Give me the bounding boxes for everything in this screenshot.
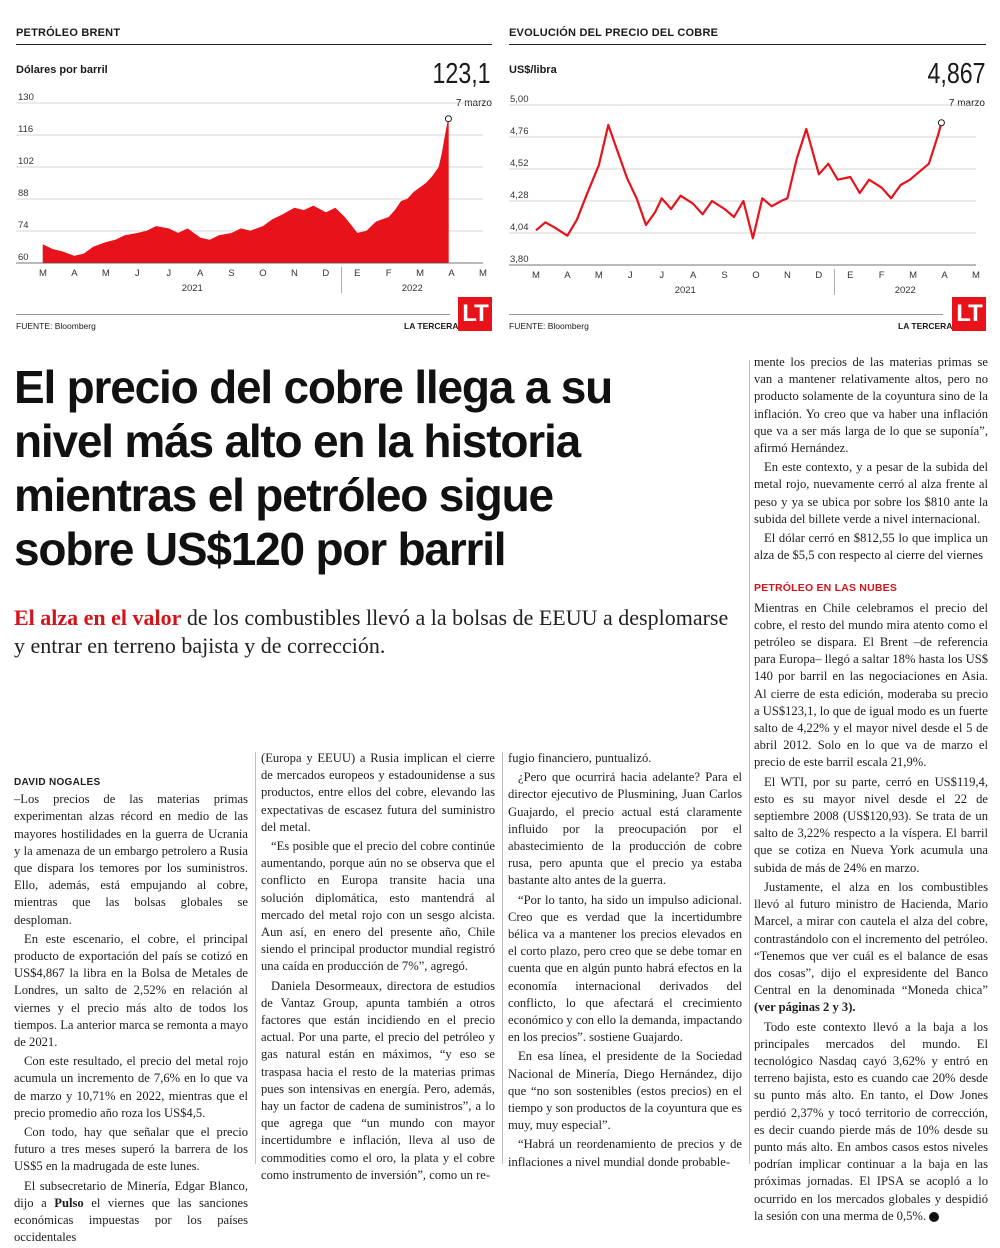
paragraph: “Es posible que el precio del cobre continúe aumentando, porque aún no se observa que el conflicto en Europa transite hacia una solución diplomática, esto mantendrá al mercado del metal rojo con un sesgo alcista. Aun así, en enero del presente año, Chile siendo el principal productor mundial registró una caída en producción de 7%”, agregó. (261, 839, 495, 974)
paragraph: El WTI, por su parte, cerró en US$119,4, esto es su mayor nivel desde el 22 de septiembre 2008 (US$120,93). Se trata de un salto de 3,22% respecto a la víspera. El barril que se cotiza en Nueva York acumula una subida de más de 24% en marzo. (754, 774, 988, 875)
brent-series-area (43, 119, 448, 263)
paragraph: Con este resultado, el precio del metal rojo acumula un incremento de 7,6% en lo que va de marzo y 10,71% en 2022, mientras que el precio promedio año roza los US$4,5. (14, 1054, 248, 1120)
copper-y-tick-label: 5,00 (510, 94, 529, 105)
brent-last-value: 123,1 (432, 58, 491, 90)
brent-x-tick-label: J (134, 268, 140, 279)
paragraph (754, 1019, 988, 1225)
brent-x-tick-label: N (290, 268, 298, 279)
paragraph: Con todo, hay que señalar que el precio futuro a tres meses superó la barrera de los US$5 en la madrugada de este lunes. (14, 1125, 248, 1174)
la-tercera-logo: LT (952, 297, 986, 331)
paragraph: fugio financiero, puntualizó. (508, 751, 652, 765)
page-reference: (ver páginas 2 y 3). (754, 1000, 856, 1015)
brent-x-tick-label: J (166, 268, 172, 279)
brent-y-tick-label: 130 (18, 92, 34, 103)
headline-line: El precio del cobre llega a su (14, 361, 613, 413)
brent-brand: LA TERCERA (404, 321, 459, 331)
la-tercera-logo: LT (458, 297, 492, 331)
copper-source-rule (509, 314, 943, 315)
brent-y-tick-label: 116 (18, 124, 34, 135)
brent-x-tick-label: M (39, 268, 47, 279)
copper-y-tick-label: 4,76 (510, 126, 529, 137)
headline (14, 360, 734, 576)
brent-x-tick-label: M (416, 268, 425, 279)
brent-x-tick-label: S (228, 268, 235, 279)
headline-line: mientras el petróleo sigue (14, 469, 553, 521)
end-mark-icon: P (929, 1212, 939, 1222)
brent-year-label: 2022 (401, 283, 423, 294)
paragraph: “Habrá un reordenamiento de precios y de inflaciones a nivel mundial donde probable- (508, 1137, 742, 1169)
brent-y-tick-label: 74 (18, 220, 29, 231)
copper-year-label: 2022 (894, 285, 916, 296)
brent-x-tick-label: M (101, 268, 110, 279)
copper-x-tick-label: A (689, 270, 697, 281)
copper-source: FUENTE: Bloomberg (509, 321, 589, 331)
brent-source-rule (16, 314, 450, 315)
copper-y-tick-label: 3,80 (510, 254, 529, 265)
brent-y-tick-label: 88 (18, 188, 29, 199)
column-divider (749, 360, 750, 1164)
subhead-text: de los combustibles llevó a la bolsas de EEUU a desplomarse y entrar en terreno bajista y de corrección. (14, 605, 729, 658)
copper-x-tick-label: F (878, 270, 885, 281)
copper-chart-title: EVOLUCIÓN DEL PRECIO DEL COBRE (509, 27, 719, 39)
copper-x-tick-label: M (909, 270, 918, 281)
copper-x-tick-label: J (659, 270, 665, 281)
brent-source: FUENTE: Bloomberg (16, 321, 96, 331)
column-divider (502, 752, 503, 1164)
paragraph-text: Justamente, el alza en los combustibles llevó al futuro ministro de Hacienda, Mario Marcel, a mirar con cautela el alza del cobre, contrastándolo con el incremento del petróleo. “Tenemos que ver cuál es el balance de esas dos cosas”, dijo el expresidente del Banco Central en la denominada “Moneda chica” (754, 879, 988, 998)
copper-last-date: 7 marzo (948, 98, 985, 109)
paragraph-text: Todo este contexto llevó a la baja a los principales mercados del mundo. El tecnológico Nasdaq cayó 3,62% y entró en terreno bajista, esto es cuando cae 20% desde su punto más alto. En tanto, el Dow Jones perdió 2,37% y tocó territorio de corrección, es decir cuando pierde más de 10% desde su punto más alto. En ambos casos estos niveles podrían implicar continuar a la baja en las próximas jornadas. El IPSA se acopló a lo ocurrido en los mercados globales y despidió la sesión con una merma de 0,5%. (754, 1019, 988, 1223)
copper-x-tick-label: A (564, 270, 571, 281)
paragraph: El dólar cerró en $812,55 lo que implica un alza de $5,5 con respecto al cierre del viernes (754, 531, 988, 563)
paragraph (754, 879, 988, 1017)
copper-x-tick-label: A (941, 270, 948, 281)
headline-line: nivel más alto en la historia (14, 415, 580, 467)
byline: DAVID NOGALES (14, 777, 101, 788)
copper-x-tick-label: D (815, 270, 823, 281)
paragraph: En este escenario, el cobre, el principal producto de exportación del país se cotizó en US$4,867 la libra en la Bolsa de Metales de Londres, un salto de 2,52% en relación al viernes y el precio más alto de todos los tiempos. La anterior marca se remonta a mayo de 2021. (14, 931, 248, 1050)
paragraph: En este contexto, y a pesar de la subida del metal rojo, nuevamente cerró al alza frente al peso y ya se ubica por sobre los $810 ante la subida del billete verde a nivel internacional. (754, 460, 988, 526)
article-column-3 (508, 750, 742, 1173)
copper-y-tick-label: 4,28 (510, 190, 529, 201)
copper-x-tick-label: J (627, 270, 633, 281)
copper-x-tick-label: M (594, 270, 603, 281)
brent-chart (0, 0, 500, 300)
brent-chart-title: PETRÓLEO BRENT (16, 27, 121, 39)
brent-x-tick-label: O (259, 268, 267, 279)
brent-x-tick-label: A (71, 268, 78, 279)
paragraph-text: El subsecretario de Minería, Edgar Blanco, dijo a (14, 1178, 248, 1210)
copper-year-label: 2021 (674, 285, 696, 296)
copper-x-tick-label: E (847, 270, 854, 281)
brent-y-tick-label: 60 (18, 252, 29, 263)
brent-year-label: 2021 (181, 283, 203, 294)
copper-unit-label: US$/libra (509, 64, 557, 76)
article-column-4 (754, 354, 988, 1227)
subhead-accent: El alza en el valor (14, 605, 182, 630)
brent-last-point (445, 116, 451, 122)
copper-y-tick-label: 4,52 (510, 158, 529, 169)
brent-x-tick-label: D (322, 268, 330, 279)
publication-name: Pulso (54, 1195, 84, 1210)
brent-x-tick-label: F (385, 268, 392, 279)
brent-x-tick-label: A (196, 268, 204, 279)
copper-x-tick-label: O (752, 270, 760, 281)
brent-y-tick-label: 102 (18, 156, 34, 167)
paragraph: (Europa y EEUU) a Rusia implican el cierre de mercados europeos y estadounidense a sus productos, entre ellos del cobre, elevando las expectativas de escasez futura del suministro del metal. (261, 751, 495, 834)
paragraph: mente los precios de las materias primas se van a mantener relativamente altos, pero no producto solamente de la coyuntura sino de la inflación. Yo creo que va haber una inflación que va a ser más larga de lo que se suponía”, afirmó Hernández. (754, 355, 988, 456)
copper-brand: LA TERCERA (898, 321, 953, 331)
section-title: PETRÓLEO EN LAS NUBES (754, 582, 898, 595)
copper-x-tick-label: M (532, 270, 540, 281)
paragraph: En esa línea, el presidente de la Sociedad Nacional de Minería, Diego Hernández, dijo que “no son sostenibles (estos precios) en el tiempo y son productos de la coyuntura que es muy, muy especial”. (508, 1049, 742, 1133)
paragraph: –Los precios de las materias primas experimentan alzas récord en medio de las mayores hostilidades en la guerra de Ucrania y la amenaza de un embargo petrolero a Rusia que dispara los temores por los suministros. Ello, además, está empujando al cobre, mientras que las bolsas globales se desploman. (14, 792, 248, 927)
brent-unit-label: Dólares por barril (16, 64, 108, 76)
copper-last-value: 4,867 (927, 58, 986, 90)
brent-x-tick-label: M (479, 268, 487, 279)
paragraph: “Por lo tanto, ha sido un impulso adicional. Creo que es verdad que la incertidumbre bélica va a mantener los precios elevados en el corto plazo, pero creo que se debe tomar en cuenta que en algún punto habrá efectos en la economía internacional derivados del conflicto, lo que afectará el crecimiento económico y con ello la demanda, impactando en los precios”. sostiene Guajardo. (508, 892, 742, 1045)
brent-x-tick-label: E (354, 268, 361, 279)
subheadline (14, 604, 734, 660)
copper-series-line (536, 123, 941, 239)
paragraph: ¿Pero que ocurrirá hacia adelante? Para el director ejecutivo de Plusmining, Juan Carlos Guajardo, el precio actual está claramente influido por la preocupación por el abastecimiento de la producción de cobre rusa, pero apunta que el precio ya estaba bastante alto antes de la guerra. (508, 770, 742, 888)
copper-last-point (938, 120, 944, 126)
brent-last-date: 7 marzo (455, 98, 492, 109)
brent-x-tick-label: A (448, 268, 455, 279)
copper-y-tick-label: 4,04 (510, 222, 529, 233)
paragraph (14, 1178, 248, 1247)
copper-x-tick-label: S (721, 270, 728, 281)
article-column-2 (261, 750, 495, 1186)
copper-x-tick-label: M (972, 270, 980, 281)
copper-x-tick-label: N (783, 270, 791, 281)
headline-line: sobre US$120 por barril (14, 523, 506, 575)
column-divider (255, 752, 256, 1164)
paragraph: Daniela Desormeaux, directora de estudios de Vantaz Group, apunta también a otros factores que están incidiendo en el precio actual. Por una parte, el precio del petróleo y gas natural están en máximos, “y eso se traspasa hacia el resto de la materias primas pues son intensivas en energía. Pero, además, hay un factor de cadena de suministros”, a lo que agrega que “un mundo con mayor incertidumbre e inflación, lleva al uso de commodities como el oro, la plata y el cobre como instrumento de inversión”, como un re- (261, 978, 495, 1182)
paragraph: Mientras en Chile celebramos el precio del cobre, el resto del mundo mira atento como el petróleo se dispara. El Brent –de referencia para Europa– llegó a saltar 18% hasta los US$ 140 por barril en las negociaciones en Asia. Al cierre de esta edición, moderaba su precio a US$123,1, lo que de igual modo es un fuerte salto de 4,22% y el mayor nivel desde el 5 de abril 2012. Solo en lo que va de marzo el precio de este barril escala 21,9%. (754, 600, 988, 770)
article-column-1 (14, 774, 248, 1248)
paragraph-text: el viernes que las sanciones económicas impuestas por los países occidentales (14, 1195, 248, 1245)
copper-chart (500, 0, 1000, 300)
